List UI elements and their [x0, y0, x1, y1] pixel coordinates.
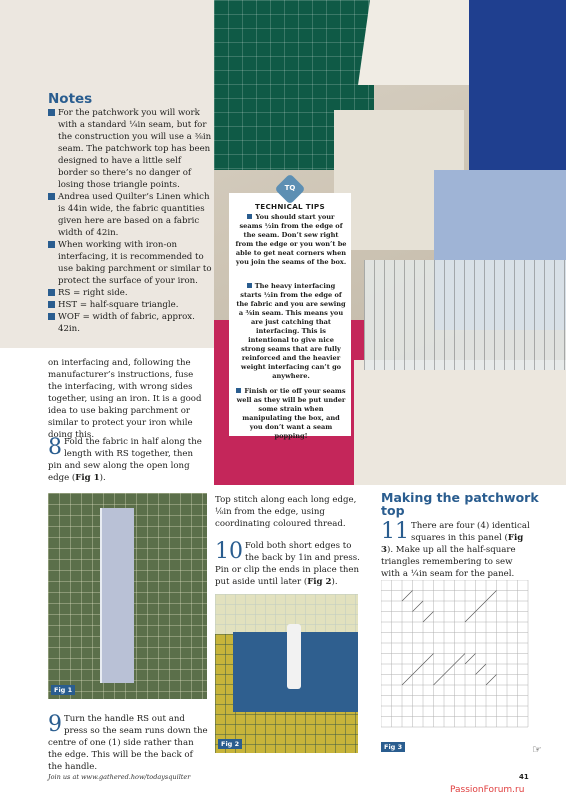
notes-title: Notes — [48, 91, 93, 107]
hst-diagonal — [423, 612, 434, 623]
continue-arrow-icon: ☞ — [532, 743, 542, 756]
bullet-square-icon — [48, 241, 55, 248]
intro-paragraph: on interfacing and, following the manufacturer’s instructions, fuse the interfacing, with wrong sides together, using an iron. It is a good idea to use baking parchment or similar to protect your iron while doing this. — [48, 358, 202, 440]
tip-item: You should start your seams ½in from the edge of the seam. Don’t sew right from the edge or you won’t be able to get neat corners when you join the seams of the box. — [235, 213, 347, 266]
bullet-square-icon — [236, 388, 241, 393]
watermark: PassionForum.ru — [450, 785, 525, 795]
hst-diagonal — [455, 654, 466, 665]
step-9: 9 Turn the handle RS out and press so the seam runs down the centre of one (1) side rather than the edge. This will be the back of the handle. — [48, 712, 208, 772]
bullet-square-icon — [48, 301, 55, 308]
hst-diagonal — [465, 612, 476, 623]
tq-badge-label: TQ — [284, 184, 296, 192]
figure-1-label: Fig 1 — [51, 685, 75, 695]
notes-item: WOF = width of fabric, approx. 42in. — [48, 311, 213, 335]
section-heading: Making the patchwork top — [381, 490, 539, 518]
hst-diagonal — [486, 675, 497, 686]
bullet-square-icon — [48, 193, 55, 200]
step-number: 8 — [48, 435, 62, 460]
clip-icon — [287, 624, 301, 689]
step-8: 8 Fold the fabric in half along the length with RS together, then pin and sew along the open long edge (Fig 1). — [48, 435, 202, 483]
notes-item: HST = half-square triangle. — [48, 299, 213, 311]
hst-diagonal — [476, 664, 487, 675]
step-10: 10 Fold both short edges to the back by 1in and press. Pin or clip the ends in place then put aside until later (Fig 2). — [215, 539, 360, 587]
step-number: 9 — [48, 712, 62, 737]
tip-item: Finish or tie off your seams well as they will be put under some strain when manipulating the box, and you don’t want a seam popping! — [236, 387, 346, 440]
figure-reference: Fig 2 — [307, 577, 332, 587]
notes-item: RS = right side. — [48, 287, 213, 299]
hst-diagonal — [423, 654, 434, 665]
notes-item: When working with iron-on interfacing, it is recommended to use baking parchment or similar to protect the surface of your iron. — [48, 239, 213, 287]
figure-reference: Fig 1 — [75, 473, 100, 483]
step-11: 11 There are four (4) identical squares in this panel (Fig 3). Make up all the half-square triangles remembering to sew with a ¼in seam for the panel. — [381, 519, 530, 579]
notes-list — [48, 107, 213, 335]
figure-3-diagram — [381, 580, 531, 752]
hst-diagonal — [444, 664, 455, 675]
step-number: 11 — [381, 519, 409, 544]
figure-1-photo — [48, 493, 207, 699]
patchwork-diagram — [381, 580, 531, 752]
technical-tips-title: TECHNICAL TIPS — [255, 202, 325, 211]
hst-diagonal — [413, 601, 424, 612]
hst-diagonal — [476, 601, 487, 612]
bullet-square-icon — [247, 214, 252, 219]
bullet-square-icon — [247, 283, 252, 288]
hst-diagonal — [413, 664, 424, 675]
cream-fabric — [354, 360, 566, 485]
hst-diagonal — [402, 675, 413, 686]
bullet-square-icon — [48, 289, 55, 296]
notes-item: For the patchwork you will work with a standard ¼in seam, but for the construction you will use a ⅜in seam. The patchwork top has been designed to have a little self border so there’s no danger of losing those triangle points. — [48, 107, 213, 191]
hst-diagonal — [465, 654, 476, 665]
figure-2-label: Fig 2 — [218, 739, 242, 749]
hst-diagonal — [486, 591, 497, 602]
figure-3-label: Fig 3 — [381, 742, 405, 752]
hst-diagonal — [434, 675, 445, 686]
bullet-square-icon — [48, 109, 55, 116]
footer-website: Join us at www.gathered.how/todaysquilter — [48, 773, 191, 781]
topstitch-paragraph: Top stitch along each long edge, ⅛in from the edge, using coordinating coloured thread. — [215, 495, 357, 529]
quilting-ruler — [364, 260, 566, 370]
figure-2-photo — [215, 594, 358, 753]
tip-item: The heavy interfacing starts ½in from the edge of the fabric and you are sewing a ⅜in seam. This means you are just catching that interfacing. This is intentional to give nice strong seams that are fully reinforced and the heavier weight interfacing can’t go anywhere. — [236, 282, 346, 380]
figure-reference: Fig 3 — [381, 533, 524, 555]
hst-diagonal — [402, 591, 413, 602]
fabric-strip — [100, 508, 134, 683]
bullet-square-icon — [48, 313, 55, 320]
step-number: 10 — [215, 539, 243, 564]
blue-fabric-box — [469, 0, 566, 170]
page-number: 41 — [519, 773, 529, 781]
notes-item: Andrea used Quilter’s Linen which is 44in wide, the fabric quantities given here are based on a fabric width of 42in. — [48, 191, 213, 239]
